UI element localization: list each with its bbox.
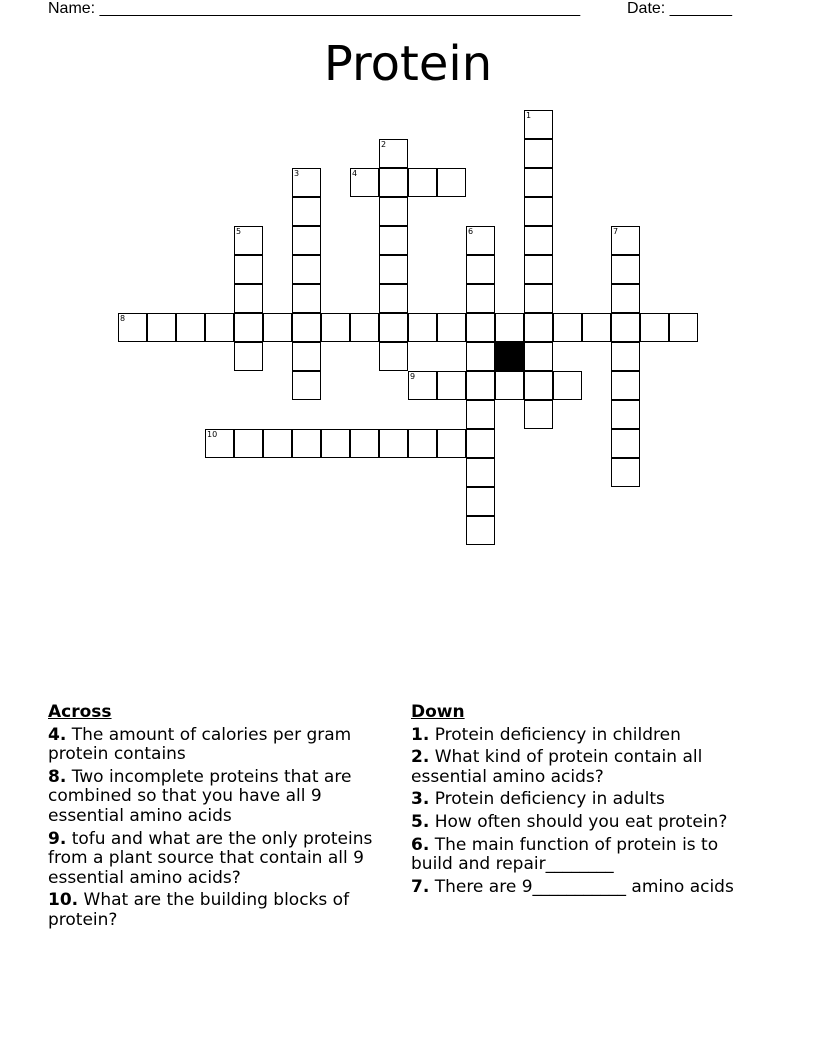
grid-cell[interactable] — [234, 284, 263, 313]
grid-cell[interactable] — [437, 429, 466, 458]
grid-cell[interactable] — [669, 313, 698, 342]
grid-cell[interactable] — [379, 168, 408, 197]
clue-across-4 — [48, 726, 383, 765]
clue-number: 2. — [411, 747, 430, 768]
grid-cell[interactable] — [205, 429, 234, 458]
grid-cell[interactable] — [524, 255, 553, 284]
grid-cell[interactable] — [466, 429, 495, 458]
clue-down-6 — [411, 836, 761, 875]
grid-cell[interactable] — [524, 197, 553, 226]
grid-cell[interactable] — [292, 313, 321, 342]
grid-cell[interactable] — [524, 139, 553, 168]
grid-cell[interactable] — [408, 429, 437, 458]
clue-text: What kind of protein contain all essential amino acids? — [411, 747, 703, 787]
grid-cell[interactable] — [379, 284, 408, 313]
grid-cell[interactable] — [553, 371, 582, 400]
grid-cell[interactable] — [321, 313, 350, 342]
grid-cell[interactable] — [437, 313, 466, 342]
cell-number: 1 — [526, 111, 532, 120]
cell-number: 8 — [120, 314, 126, 323]
grid-cell[interactable] — [524, 342, 553, 371]
clue-down-1 — [411, 726, 761, 746]
clue-number: 1. — [411, 724, 430, 745]
clue-across-9 — [48, 830, 383, 889]
grid-cell[interactable] — [176, 313, 205, 342]
clue-number: 3. — [411, 789, 430, 810]
grid-cell[interactable] — [466, 226, 495, 255]
cell-number: 3 — [294, 169, 300, 178]
grid-cell[interactable] — [292, 429, 321, 458]
grid-cell[interactable] — [495, 371, 524, 400]
grid-cell[interactable] — [553, 313, 582, 342]
across-heading: Across — [48, 702, 112, 722]
across-clues — [48, 703, 383, 934]
clue-text: The main function of protein is to build and repair________ — [411, 834, 719, 875]
grid-cell[interactable] — [234, 226, 263, 255]
grid-cell[interactable] — [582, 313, 611, 342]
grid-cell[interactable] — [611, 284, 640, 313]
down-heading: Down — [411, 702, 465, 722]
grid-cell[interactable] — [466, 342, 495, 371]
clue-number: 6. — [411, 834, 430, 855]
grid-cell[interactable] — [292, 284, 321, 313]
date-line: Date: _______ — [627, 0, 732, 17]
clue-down-2 — [411, 748, 761, 787]
grid-cell[interactable] — [611, 429, 640, 458]
cell-number: 6 — [468, 227, 474, 236]
clue-down-5 — [411, 813, 761, 833]
grid-cell[interactable] — [640, 313, 669, 342]
cell-number: 9 — [410, 372, 416, 381]
grid-cell[interactable] — [611, 371, 640, 400]
clue-down-3 — [411, 790, 761, 810]
clue-down-7 — [411, 878, 761, 898]
grid-cell[interactable] — [118, 313, 147, 342]
grid-cell[interactable] — [524, 226, 553, 255]
grid-cell[interactable] — [292, 342, 321, 371]
grid-cell[interactable] — [466, 487, 495, 516]
black-cell — [495, 342, 524, 371]
grid-cell[interactable] — [379, 342, 408, 371]
grid-cell[interactable] — [611, 313, 640, 342]
grid-cell[interactable] — [466, 516, 495, 545]
clue-text: The amount of calories per gram protein contains — [48, 724, 352, 765]
grid-cell[interactable] — [437, 371, 466, 400]
cell-number: 4 — [352, 169, 358, 178]
down-clues — [411, 703, 761, 900]
grid-cell[interactable] — [263, 313, 292, 342]
grid-cell[interactable] — [234, 342, 263, 371]
name-line: Name: ______________________________________________________ — [48, 0, 581, 17]
grid-cell[interactable] — [292, 197, 321, 226]
grid-cell[interactable] — [292, 226, 321, 255]
grid-cell[interactable] — [524, 400, 553, 429]
grid-cell[interactable] — [321, 429, 350, 458]
page-title: Protein — [323, 36, 493, 92]
grid-cell[interactable] — [350, 429, 379, 458]
grid-cell[interactable] — [611, 255, 640, 284]
clue-text: Protein deficiency in children — [434, 724, 681, 745]
grid-cell[interactable] — [611, 226, 640, 255]
grid-cell[interactable] — [524, 371, 553, 400]
grid-cell[interactable] — [408, 313, 437, 342]
grid-cell[interactable] — [466, 255, 495, 284]
cell-number: 10 — [207, 430, 218, 439]
grid-cell[interactable] — [205, 313, 234, 342]
grid-cell[interactable] — [495, 313, 524, 342]
clue-text: There are 9___________ amino acids — [434, 876, 734, 897]
grid-cell[interactable] — [379, 313, 408, 342]
cell-number: 7 — [613, 227, 619, 236]
grid-cell[interactable] — [524, 110, 553, 139]
grid-cell[interactable] — [466, 458, 495, 487]
grid-cell[interactable] — [234, 313, 263, 342]
cell-number: 5 — [236, 227, 242, 236]
grid-cell[interactable] — [292, 371, 321, 400]
grid-cell[interactable] — [611, 400, 640, 429]
grid-cell[interactable] — [350, 313, 379, 342]
grid-cell[interactable] — [524, 168, 553, 197]
clue-across-10 — [48, 891, 383, 930]
clue-text: What are the building blocks of protein? — [48, 890, 350, 930]
grid-cell[interactable] — [466, 371, 495, 400]
grid-cell[interactable] — [466, 400, 495, 429]
grid-cell[interactable] — [524, 313, 553, 342]
clue-text: tofu and what are the only proteins from a plant source that contain all 9 essential amino acids? — [48, 828, 373, 888]
clue-number: 9. — [48, 828, 67, 849]
grid-cell[interactable] — [379, 197, 408, 226]
grid-cell[interactable] — [466, 284, 495, 313]
grid-cell[interactable] — [292, 168, 321, 197]
grid-cell[interactable] — [379, 139, 408, 168]
clue-text: Two incomplete proteins that are combined so that you have all 9 essential amino acids — [48, 766, 352, 826]
clue-across-8 — [48, 768, 383, 827]
clue-number: 8. — [48, 766, 67, 787]
clue-number: 10. — [48, 890, 79, 911]
grid-cell[interactable] — [524, 284, 553, 313]
grid-cell[interactable] — [350, 168, 379, 197]
clue-number: 5. — [411, 811, 430, 832]
clue-number: 4. — [48, 724, 67, 745]
grid-cell[interactable] — [234, 429, 263, 458]
grid-cell[interactable] — [147, 313, 176, 342]
grid-cell[interactable] — [466, 313, 495, 342]
grid-cell[interactable] — [611, 458, 640, 487]
clue-text: How often should you eat protein? — [434, 811, 728, 832]
clue-number: 7. — [411, 876, 430, 897]
grid-cell[interactable] — [234, 255, 263, 284]
grid-cell[interactable] — [379, 255, 408, 284]
grid-cell[interactable] — [379, 226, 408, 255]
grid-cell[interactable] — [292, 255, 321, 284]
grid-cell[interactable] — [408, 371, 437, 400]
grid-cell[interactable] — [263, 429, 292, 458]
clue-text: Protein deficiency in adults — [434, 789, 665, 810]
grid-cell[interactable] — [379, 429, 408, 458]
cell-number: 2 — [381, 140, 387, 149]
grid-cell[interactable] — [611, 342, 640, 371]
grid-cell[interactable] — [408, 168, 437, 197]
grid-cell[interactable] — [437, 168, 466, 197]
